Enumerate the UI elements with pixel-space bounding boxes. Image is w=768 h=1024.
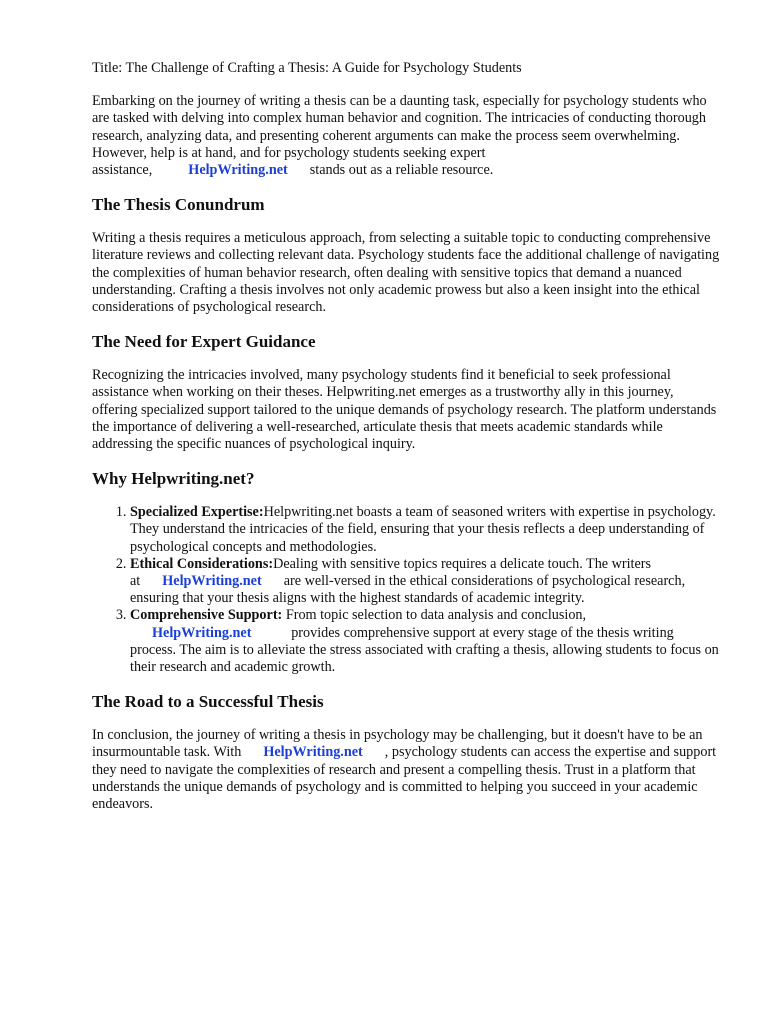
helpwriting-link-support[interactable]: HelpWriting.net — [152, 624, 252, 641]
intro-text-a: Embarking on the journey of writing a thesis can be a daunting task, especially for psychology students who are tasked with delving into complex human behavior and cognition. The intricacies of conducting thorough research, analyzing data, and presenting coherent arguments can make the process seem overwhelming. However, help is at hand, and for psychology students seeking expert assistance, — [92, 93, 707, 179]
conclusion-paragraph — [92, 727, 720, 813]
list-item — [130, 556, 720, 608]
heading-why-helpwriting: Why Helpwriting.net? — [92, 469, 255, 489]
list-item-label: Comprehensive Support: — [130, 607, 283, 624]
intro-paragraph — [92, 93, 720, 179]
list-item-label: Ethical Considerations: — [130, 555, 274, 572]
expert-guidance-paragraph: Recognizing the intricacies involved, many psychology students find it beneficial to seek professional assistance when working on their theses. Helpwriting.net emerges as a trustworthy ally in this journey, offering specialized support tailored to the unique demands of psychology research. The platform understands the importance of delivering a well-researched, articulate thesis that meets academic standards while addressing the specific nuances of psychological inquiry. — [92, 367, 717, 453]
heading-road-to-success: The Road to a Successful Thesis — [92, 692, 324, 712]
list-item-text: Helpwriting.net boasts a team of seasoned writers with expertise in psychology. They understand the intricacies of the field, ensuring that your thesis reflects a deep understanding of psychological concepts and methodologies. — [130, 504, 716, 555]
list-item — [130, 504, 720, 556]
document-page — [92, 60, 720, 829]
heading-thesis-conundrum: The Thesis Conundrum — [92, 195, 265, 215]
intro-text-b: stands out as a reliable resource. — [309, 162, 494, 179]
helpwriting-link-intro[interactable]: HelpWriting.net — [188, 162, 288, 179]
document-title: Title: The Challenge of Crafting a Thesis: A Guide for Psychology Students — [92, 60, 522, 76]
conclusion-text-a: In conclusion, the journey of writing a thesis in psychology may be challenging, but it doesn't have to be an insurmountable task. With — [92, 727, 703, 761]
thesis-conundrum-paragraph: Writing a thesis requires a meticulous approach, from selecting a suitable topic to conducting comprehensive literature reviews and collecting relevant data. Psychology students face the additional challenge of navigating the complexities of human behavior research, often dealing with sensitive topics that demand a nuanced understanding. Crafting a thesis involves not only academic prowess but also a keen insight into the ethical considerations of psychological research. — [92, 230, 720, 316]
helpwriting-link-ethical[interactable]: HelpWriting.net — [162, 573, 262, 590]
list-item-label: Specialized Expertise: — [130, 504, 264, 521]
helpwriting-link-conclusion[interactable]: HelpWriting.net — [263, 744, 363, 761]
list-item — [130, 607, 720, 676]
list-item-text-b: provides comprehensive support at every stage of the thesis writing process. The aim is to alleviate the stress associated with crafting a thesis, allowing students to focus on their research and academic growth. — [130, 624, 719, 676]
reasons-list — [92, 504, 720, 676]
heading-expert-guidance: The Need for Expert Guidance — [92, 332, 316, 352]
list-item-text-a: From topic selection to data analysis and conclusion, — [285, 607, 587, 624]
list-item-text-b: are well-versed in the ethical considerations of psychological research, ensuring that your thesis aligns with the highest standards of academic integrity. — [130, 573, 686, 607]
list-item-text-a: Dealing with sensitive topics requires a delicate touch. The writers at — [130, 555, 652, 590]
conclusion-text-b: , psychology students can access the expertise and support they need to navigate the complexities of research and present a compelling thesis. Trust in a platform that understands the unique demands of psychology and is committed to helping you succeed in your academic endeavors. — [92, 744, 717, 813]
